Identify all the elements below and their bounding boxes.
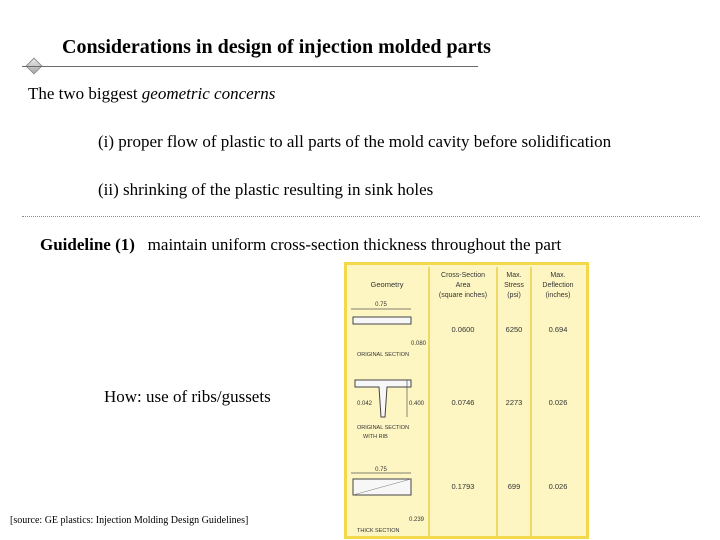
concern-item-1: (i) proper flow of plastic to all parts of the mold cavity before solidification (98, 132, 612, 151)
row-original-section (351, 302, 567, 358)
area-value: 0.0600 (451, 325, 475, 334)
row-label: ORIGINAL SECTION (357, 425, 410, 431)
guideline-line (40, 235, 561, 255)
header-stress-line-1: Max. (506, 272, 522, 279)
header-area-line-2: Area (455, 282, 471, 289)
stress-value: 2273 (505, 398, 523, 407)
row-section-with-rib (355, 380, 567, 440)
header-geometry: Geometry (370, 280, 404, 289)
figure-svg (347, 265, 586, 536)
row-label: THICK SECTION (357, 528, 400, 534)
header-stress-line-3: (psi) (507, 292, 521, 299)
area-value: 0.0746 (451, 398, 475, 407)
rib-height-label: 0.400 (409, 401, 425, 407)
intro-emphasis: geometric concerns (141, 84, 276, 103)
dimension-thickness-label: 0.239 (409, 517, 425, 523)
guideline-label: Guideline (1) (40, 235, 135, 254)
area-value: 0.1793 (451, 482, 475, 491)
deflection-value: 0.026 (548, 482, 568, 491)
stress-value: 6250 (505, 325, 523, 334)
deflection-value: 0.694 (548, 325, 568, 334)
header-area-line-1: Cross-Section (441, 272, 485, 279)
rib-thickness-label: 0.042 (357, 401, 373, 407)
header-deflection-line-1: Max. (550, 272, 566, 279)
concern-item-2: (ii) shrinking of the plastic resulting in sink holes (98, 180, 434, 199)
header-deflection-line-2: Deflection (542, 282, 574, 289)
section-divider (22, 216, 700, 217)
header-area-line-3: (square inches) (438, 292, 488, 299)
title-underline (22, 66, 478, 67)
header-deflection-line-3: (inches) (545, 292, 571, 299)
stress-value: 699 (507, 482, 521, 491)
how-text: How: use of ribs/gussets (104, 387, 271, 406)
dimension-thickness-label: 0.080 (411, 341, 427, 347)
dimension-width-label: 0.75 (375, 302, 387, 308)
row-label-line-2: WITH RIB (363, 434, 388, 440)
deflection-value: 0.026 (548, 398, 568, 407)
slide-title: Considerations in design of injection molded parts (62, 36, 491, 58)
intro-line (28, 84, 275, 104)
cross-section-comparison-figure (344, 262, 589, 539)
guideline-text: maintain uniform cross-section thickness throughout the part (147, 235, 562, 254)
dimension-width-label: 0.75 (375, 467, 387, 473)
row-label: ORIGINAL SECTION (357, 352, 410, 358)
rib-section-shape (355, 380, 411, 417)
original-section-shape (353, 317, 411, 324)
row-thick-section (351, 467, 567, 534)
intro-plain: The two biggest (28, 84, 142, 103)
header-stress-line-2: Stress (504, 282, 524, 289)
source-citation: [source: GE plastics: Injection Molding Design Guidelines] (10, 515, 249, 526)
